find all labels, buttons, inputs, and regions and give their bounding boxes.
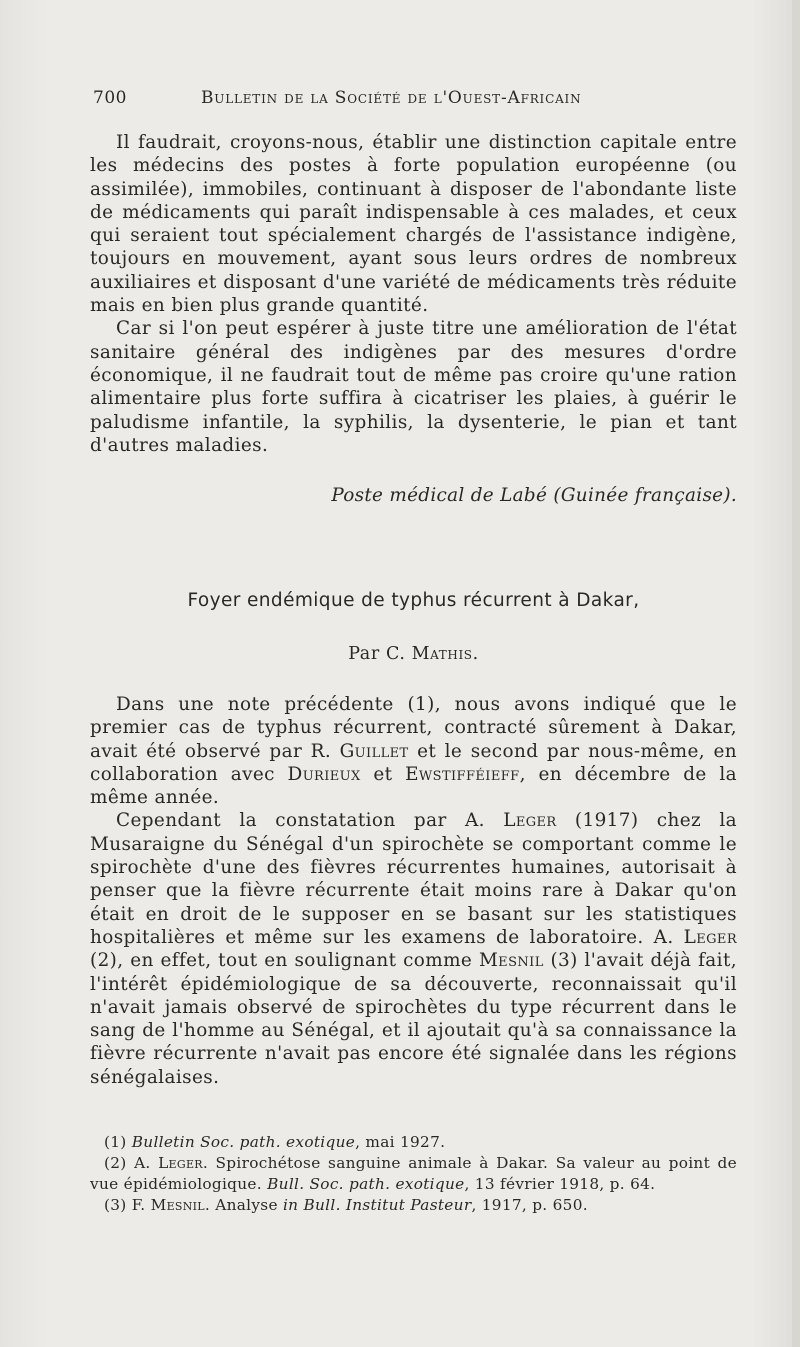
text-run: , 13 février 1918, p. 64. <box>464 1175 656 1193</box>
person-name: Ewstifféieff <box>405 763 520 785</box>
text-run: et le second par nous-même, en collaboration avec <box>90 740 737 785</box>
footnote-number: (1) <box>104 1133 127 1151</box>
running-header <box>93 88 743 114</box>
article-body <box>90 693 737 1089</box>
paragraph: Il faudrait, croyons-nous, établir une distinction capitale entre les médecins des postes à forte population européenne (ou assimilée), immobiles, continuant à disposer de l'abondante liste de médicaments qui paraît indispensable à ces malades, et ceux qui seraient tout spécialement chargés de l'assistance indigène, toujours en mouvement, ayant sous leurs ordres de nombreux auxiliaires et disposant d'une variété de médicaments très réduite mais en bien plus grande quantité. <box>90 132 737 317</box>
person-name: Durieux <box>287 763 361 785</box>
text-run: , mai 1927. <box>355 1133 446 1151</box>
article-title: Foyer endémique de typhus récurrent à Dakar, <box>187 590 640 611</box>
footnote-2 <box>90 1153 737 1195</box>
text-run: et <box>373 763 393 785</box>
person-name: Leger <box>503 810 557 832</box>
text-run: (3) l'avait déjà fait, l'intérêt épidémiologique de sa découverte, reconnaissait qu'il n'avait jamais observé de spirochètes du type récurrent dans le sang de l'homme au Sénégal, et il ajoutait qu'à sa connaissance la fièvre récurrente n'avait pas encore été signalée dans les régions sénégalaises. <box>90 950 737 1088</box>
footnote-3 <box>90 1195 737 1216</box>
text-run: (1917) chez la Musaraigne du Sénégal d'un spirochète se comportant comme le spirochète d'une des fièvres récurrentes humaines, autorisait à penser que la fièvre récurrente était moins rare à Dakar qu'on était en droit de le supposer en se basant sur les statistiques hospitalières et même sur les examens de laboratoire. A. <box>90 810 738 948</box>
page-edge <box>792 0 800 1347</box>
text-run: . Analyse <box>204 1196 278 1214</box>
previous-article-conclusion <box>90 131 737 457</box>
paragraph <box>90 693 737 809</box>
text-run: Cependant la constatation par A. <box>116 810 485 832</box>
text-run: Dans une note précédente (1), nous avons indiqué que le premier cas de typhus récurrent, contracté sûrement à Dakar, avait été observé par R. <box>90 694 737 762</box>
person-name: Mesnil <box>478 950 544 972</box>
text-run: . Spirochétose sanguine animale à Dakar. Sa valeur au point de vue épidémiologique. <box>90 1154 737 1193</box>
person-name: Leger <box>158 1154 203 1172</box>
footnotes <box>90 1132 737 1216</box>
text-run: (2), en effet, tout en soulignant comme <box>90 950 473 972</box>
running-title: Bulletin de la Société de l'Ouest-Africain <box>201 88 582 108</box>
signature-place: Poste médical de Labé <box>331 485 548 506</box>
text-run: , en décembre de la même année. <box>90 763 737 809</box>
footnote-reference: in Bull. Institut Pasteur <box>282 1196 472 1214</box>
footnote-number: (3) F. <box>104 1196 146 1214</box>
person-name: Guillet <box>339 740 409 762</box>
author-signature <box>90 485 737 506</box>
footnote-reference: Bull. Soc. path. exotique <box>267 1175 465 1193</box>
footnote-1 <box>90 1132 737 1153</box>
person-name: Mesnil <box>150 1196 205 1214</box>
article-author <box>90 644 737 664</box>
footnote-reference: Bulletin Soc. path. exotique <box>131 1133 356 1151</box>
author-name: Mathis. <box>411 644 479 664</box>
paragraph: Car si l'on peut espérer à juste titre une amélioration de l'état sanitaire général des indigènes par des mesures d'ordre économique, il ne faudrait tout de même pas croire qu'une ration alimentaire plus forte suffira à cicatriser les plaies, à guérir le paludisme infantile, la syphilis, la dysenterie, le pian et tant d'autres maladies. <box>90 318 737 456</box>
footnote-number: (2) A. <box>104 1154 151 1172</box>
text-run: , 1917, p. 650. <box>471 1196 588 1214</box>
signature-region: (Guinée française). <box>553 485 737 506</box>
author-prefix: Par C. <box>348 644 406 664</box>
paragraph <box>90 809 737 1089</box>
person-name: Leger <box>683 926 738 948</box>
page-number: 700 <box>93 88 127 108</box>
